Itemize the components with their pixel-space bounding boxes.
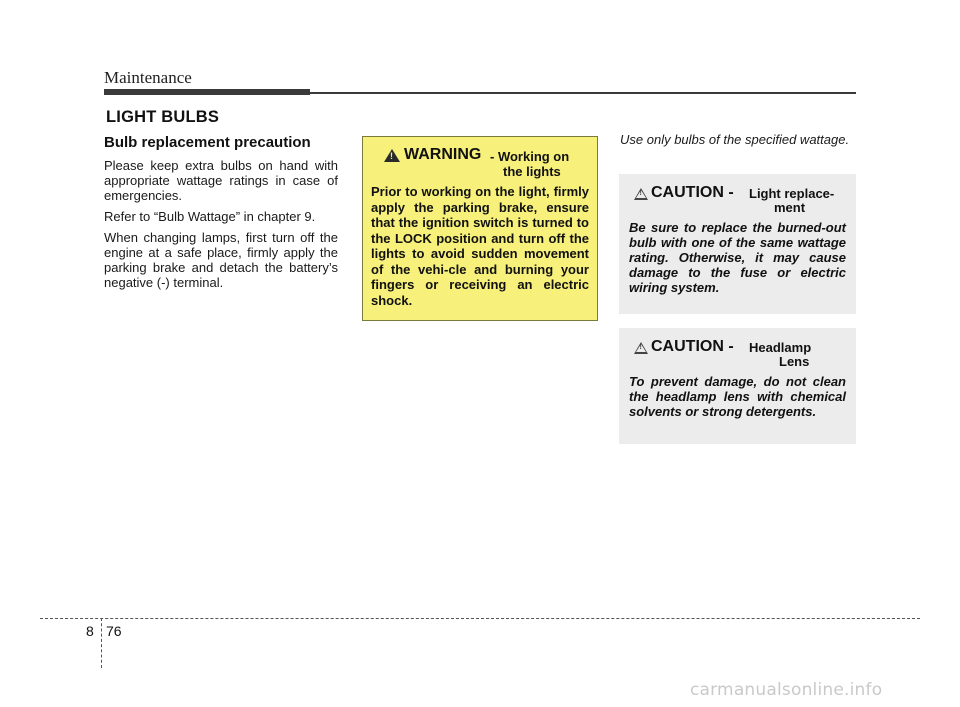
precaution-column bbox=[104, 134, 338, 296]
warning-triangle-icon bbox=[384, 149, 400, 162]
watermark: carmanualsonline.info bbox=[690, 680, 883, 700]
header-title: Maintenance bbox=[104, 68, 192, 87]
caution-header bbox=[651, 184, 846, 220]
precaution-heading: Bulb replacement precaution bbox=[104, 134, 311, 151]
warning-header bbox=[371, 146, 589, 182]
header-rule-thin bbox=[310, 92, 856, 94]
warning-label: WARNING bbox=[404, 146, 482, 163]
caution-subtitle bbox=[749, 341, 859, 369]
precaution-paragraph: Refer to “Bulb Wattage” in chapter 9. bbox=[104, 209, 316, 224]
warning-box bbox=[362, 136, 598, 321]
precaution-paragraph: When changing lamps, first turn off the engine at a safe place, firmly apply the parking brake and detach the battery’s negative (-) terminal. bbox=[104, 230, 338, 290]
caution-header bbox=[651, 338, 846, 374]
caution-triangle-icon bbox=[634, 342, 648, 354]
caution-label: CAUTION - bbox=[651, 184, 734, 201]
caution-subtitle bbox=[749, 187, 859, 215]
caution-subtitle-line: Lens bbox=[779, 354, 810, 369]
caution-box-light-replacement bbox=[619, 174, 856, 314]
caution-subtitle-line: ment bbox=[774, 200, 806, 215]
caution-text: To prevent damage, do not clean the headlamp lens with chemical solvents or strong detergents. bbox=[629, 374, 846, 419]
footer-rule bbox=[40, 618, 920, 619]
warning-text: Prior to working on the light, firmly apply the parking brake, ensure that the ignition switch is turned to the LOCK position and turn off the lights to avoid sudden movement of the vehi-cle and burning your fingers or receiving an electric shock. bbox=[371, 184, 589, 308]
warning-subtitle-line: - Working on bbox=[490, 149, 570, 164]
page-chapter: 8 bbox=[86, 623, 94, 639]
caution-subtitle-line: Headlamp bbox=[749, 340, 812, 355]
wattage-note: Use only bulbs of the specified wattage. bbox=[620, 132, 850, 147]
warning-subtitle bbox=[490, 149, 590, 179]
caution-label: CAUTION - bbox=[651, 338, 734, 355]
header-rule-thick bbox=[104, 89, 310, 95]
footer-divider bbox=[101, 618, 102, 668]
caution-subtitle-line: Light replace- bbox=[749, 186, 835, 201]
caution-text: Be sure to replace the burned-out bulb with one of the same wattage rating. Otherwise, it may cause damage to the fuse or electric wiring system. bbox=[629, 220, 846, 295]
page-number: 76 bbox=[106, 623, 122, 639]
caution-triangle-icon bbox=[634, 188, 648, 200]
section-title: LIGHT BULBS bbox=[106, 108, 220, 126]
caution-box-headlamp-lens bbox=[619, 328, 856, 444]
warning-subtitle-line: the lights bbox=[503, 164, 561, 179]
precaution-paragraph: Please keep extra bulbs on hand with appropriate wattage ratings in case of emergencies. bbox=[104, 158, 338, 203]
